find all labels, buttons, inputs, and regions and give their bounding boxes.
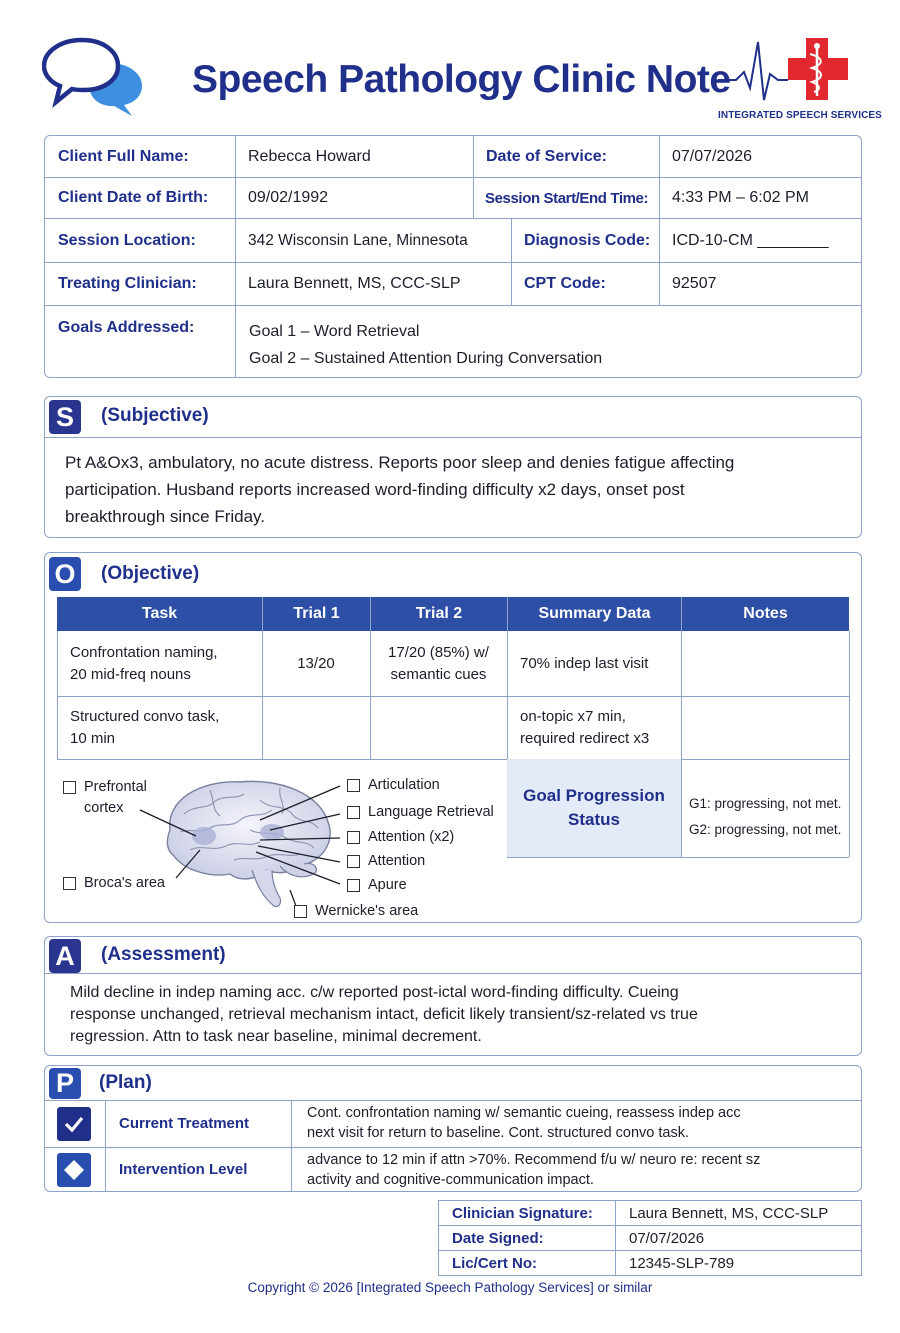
client-name-value: Rebecca Howard [248,147,371,165]
diagnosis-code-value: ICD-10-CM ________ [672,231,829,249]
license-row [439,1251,861,1276]
signature-block [438,1200,862,1276]
objective-badge: O [49,557,81,591]
subjective-title: (Subjective) [101,405,209,426]
assessment-badge: A [49,939,81,973]
col-header-notes: Notes [681,597,849,631]
attention-checkbox[interactable] [347,855,360,868]
dob-value: 09/02/1992 [248,189,329,206]
objective-title: (Objective) [101,563,200,584]
col-header-trial1: Trial 1 [262,597,370,631]
client-info-table [44,135,862,378]
page-header [0,0,900,130]
subjective-text: Pt A&Ox3, ambulatory, no acute distress. Reports poor sleep and denies fatigue affecting participation. Husband reports increased word-finding difficulty x2 days, onset post breakthrough since Friday. [65,453,735,526]
info-row-name [45,136,861,178]
info-row-location [45,219,861,263]
assessment-title: (Assessment) [101,944,226,965]
clinician-label: Treating Clinician: [58,275,197,292]
subjective-badge: S [49,400,81,434]
cpt-code-label: CPT Code: [524,275,606,292]
diagnosis-code-label: Diagnosis Code: [524,231,651,249]
medical-cross-caduceus-icon [716,34,856,106]
col-header-task: Task [57,597,262,631]
goals-label: Goals Addressed: [58,319,195,336]
date-of-service-value: 07/07/2026 [672,147,753,165]
brocas-checkbox[interactable] [63,877,76,890]
dob-label: Client Date of Birth: [58,189,209,206]
date-signed-row [439,1226,861,1251]
table-row-1-task: Confrontation naming, 20 mid-freq nouns [70,643,218,683]
info-row-goals [45,306,861,378]
date-signed-value: 07/07/2026 [629,1230,705,1247]
table-row-2-trial2 [370,696,507,759]
client-name-label: Client Full Name: [58,147,189,165]
logo-text: INTEGRATED SPEECH SERVICES [718,110,882,121]
cpt-code-value: 92507 [672,275,717,292]
signature-label: Clinician Signature: [452,1205,593,1222]
diamond-icon [57,1153,91,1187]
page-title: Speech Pathology Clinic Note [192,58,731,101]
current-treatment-text: Cont. confrontation naming w/ semantic cueing, reassess indep acc next visit for return to baseline. Cont. structured convo task. [307,1105,741,1141]
license-label: Lic/Cert No: [452,1255,538,1272]
checkmark-icon [57,1107,91,1141]
copyright-footer: Copyright © 2026 [Integrated Speech Pathology Services] or similar [247,1280,653,1295]
table-row-2-task: Structured convo task, 10 min [70,707,220,747]
date-signed-label: Date Signed: [452,1230,544,1247]
info-row-clinician [45,263,861,306]
signature-value: Laura Bennett, MS, CCC-SLP [629,1205,829,1222]
info-row-dob [45,178,861,219]
attention-x2-checkbox[interactable] [347,831,360,844]
intervention-level-text: advance to 12 min if attn >70%. Recommend f/u w/ neuro re: recent sz activity and cognitive-communication impact. [307,1152,761,1188]
date-of-service-label: Date of Service: [486,147,607,165]
goal-2-status: G2: progressing, not met. [689,822,842,837]
apure-checkbox[interactable] [347,879,360,892]
location-value: 342 Wisconsin Lane, Minnesota [248,231,468,249]
table-row-1-notes [681,631,849,696]
session-time-label: Session Start/End Time: [485,189,649,207]
subjective-section [44,396,862,538]
prefrontal-checkbox[interactable] [63,781,76,794]
location-label: Session Location: [58,231,196,249]
table-row-1-summary: 70% indep last visit [520,654,649,672]
brocas-area-label: Broca's area [63,875,165,891]
wernickes-checkbox[interactable] [294,905,307,918]
goal-1-status: G1: progressing, not met. [689,796,842,811]
language-retrieval-label: Language Retrieval [347,804,494,820]
col-header-trial2: Trial 2 [370,597,507,631]
assessment-section [44,936,862,1056]
intervention-level-label: Intervention Level [119,1161,248,1178]
col-header-summary: Summary Data [507,597,681,631]
plan-title: (Plan) [99,1072,152,1093]
plan-section [44,1065,862,1192]
assessment-text: Mild decline in indep naming acc. c/w reported post-ictal word-finding difficulty. Cueing response unchanged, retrieval mechanism intact, deficit likely transient/sz-related vs true regression. Attn to task near baseline, minimal decrement. [70,984,698,1045]
language-retrieval-checkbox[interactable] [347,806,360,819]
speech-bubbles-icon [42,36,152,116]
goals-list [249,318,602,372]
attention-label: Attention [347,853,425,869]
wernickes-area-label: Wernicke's area [294,903,418,919]
prefrontal-cortex-label: Prefrontal [63,779,147,795]
goal-status-list [689,791,841,843]
table-row-2-notes [681,696,849,759]
apure-label: Apure [347,877,407,893]
goal-2: Goal 2 – Sustained Attention During Conversation [249,350,603,367]
clinician-value: Laura Bennett, MS, CCC-SLP [248,275,461,292]
goal-progression-label: Goal Progression Status [507,759,681,857]
goal-1: Goal 1 – Word Retrieval [249,323,420,340]
signature-row [439,1201,861,1226]
table-row-2-summary: on-topic x7 min, required redirect x3 [520,707,650,747]
license-value: 12345-SLP-789 [629,1255,735,1272]
table-row-1-trial1: 13/20 [297,654,335,672]
plan-badge: P [49,1068,81,1099]
current-treatment-label: Current Treatment [119,1115,250,1132]
session-time-value: 4:33 PM – 6:02 PM [672,189,809,206]
articulation-checkbox[interactable] [347,779,360,792]
table-row-2-trial1 [262,696,370,759]
table-row-1-trial2: 17/20 (85%) w/ semantic cues [388,643,489,683]
prefrontal-cortex-label-line2: cortex [84,800,124,816]
articulation-label: Articulation [347,777,440,793]
attention-x2-label: Attention (x2) [347,829,454,845]
